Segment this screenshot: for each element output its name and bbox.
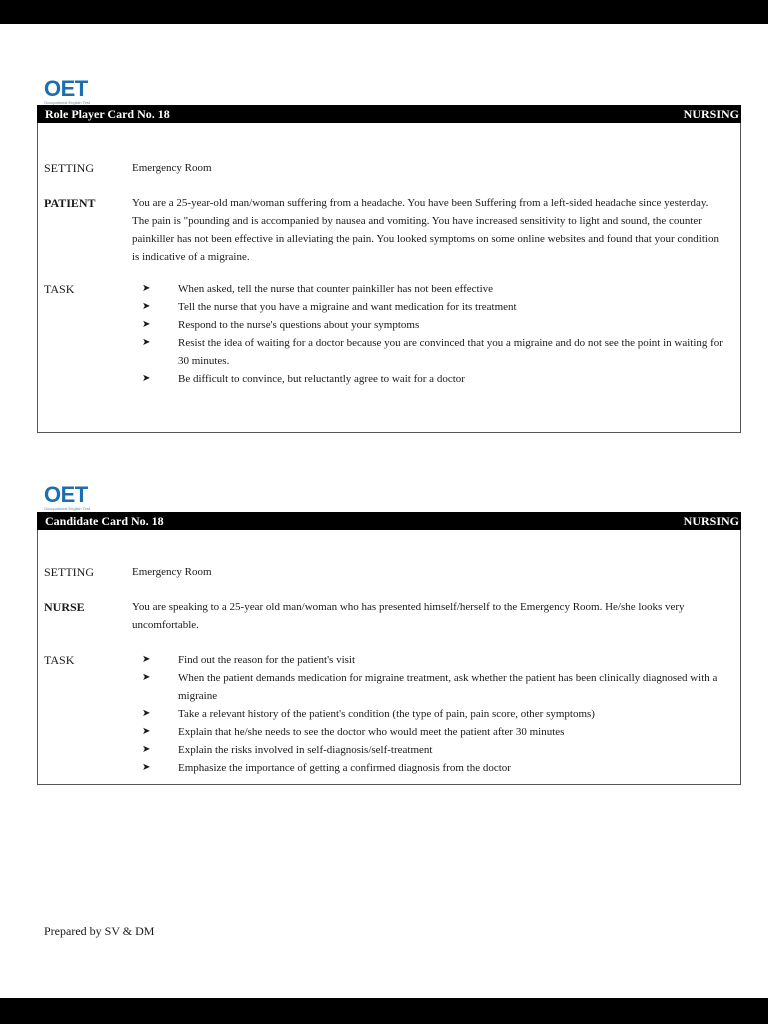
oet-logo [44,78,90,105]
oet-logo [44,484,90,511]
footer-credit: Prepared by SV & DM [44,924,155,938]
arrow-bullet-icon: ➤ [142,726,151,737]
card-title: Candidate Card No. 18 [45,513,164,528]
setting-value: Emergency Room [132,566,212,578]
list-item: ➤ When asked, tell the nurse that counter painkiller has not been effective [142,280,732,298]
arrow-bullet-icon: ➤ [142,337,151,348]
task-list [142,280,732,388]
logo-tagline: Occupational English Test [44,506,90,511]
role-player-card [37,105,741,433]
arrow-bullet-icon: ➤ [142,708,151,719]
candidate-card [37,512,741,785]
card-profession: NURSING [683,513,739,528]
bottom-black-bar [0,998,768,1024]
list-item: ➤ Take a relevant history of the patient's condition (the type of pain, pain score, other symptoms) [142,705,732,723]
list-item: ➤ Be difficult to convince, but reluctantly agree to wait for a doctor [142,370,732,388]
list-item: ➤ Tell the nurse that you have a migraine and want medication for its treatment [142,298,732,316]
list-item: ➤ When the patient demands medication for migraine treatment, ask whether the patient has been clinically diagnosed with a migraine [142,669,732,705]
list-item: ➤ Find out the reason for the patient's visit [142,651,732,669]
top-black-bar [0,0,768,24]
task-list [142,651,732,777]
logo-tagline: Occupational English Test [44,100,90,105]
card-body [37,123,741,433]
card-body [37,530,741,785]
card-header [37,105,741,123]
patient-label: PATIENT [44,196,96,210]
arrow-bullet-icon: ➤ [142,373,151,384]
arrow-bullet-icon: ➤ [142,283,151,294]
list-item: ➤ Respond to the nurse's questions about your symptoms [142,316,732,334]
setting-value: Emergency Room [132,162,212,174]
arrow-bullet-icon: ➤ [142,319,151,330]
list-item: ➤ Emphasize the importance of getting a confirmed diagnosis from the doctor [142,759,732,777]
list-item: ➤ Explain that he/she needs to see the doctor who would meet the patient after 30 minutes [142,723,732,741]
arrow-bullet-icon: ➤ [142,672,151,683]
task-label: TASK [44,653,75,667]
setting-label: SETTING [44,565,94,579]
list-item: ➤ Explain the risks involved in self-diagnosis/self-treatment [142,741,732,759]
card-title: Role Player Card No. 18 [45,106,170,121]
logo-text: OET [44,76,88,101]
logo-text: OET [44,482,88,507]
card-profession: NURSING [683,106,739,121]
list-item: ➤ Resist the idea of waiting for a doctor because you are convinced that you a migraine and do not see the point in waiting for 30 minutes. [142,334,732,370]
patient-description: You are a 25-year-old man/woman suffering from a headache. You have been Suffering from a left-sided headache since yesterday. The pain is "pounding and is accompanied by nausea and vomiting. You have increased sensitivity to light and sound, the counter painkiller has not been effective in alleviating the pain. You looked symptoms on some online websites and found that your condition is indicative of a migraine. [132,197,719,263]
arrow-bullet-icon: ➤ [142,762,151,773]
arrow-bullet-icon: ➤ [142,654,151,665]
nurse-description: You are speaking to a 25-year old man/woman who has presented himself/herself to the Emergency Room. He/she looks very uncomfortable. [132,601,685,631]
arrow-bullet-icon: ➤ [142,744,151,755]
card-header [37,512,741,530]
task-label: TASK [44,282,75,296]
arrow-bullet-icon: ➤ [142,301,151,312]
nurse-label: NURSE [44,600,85,614]
setting-label: SETTING [44,161,94,175]
